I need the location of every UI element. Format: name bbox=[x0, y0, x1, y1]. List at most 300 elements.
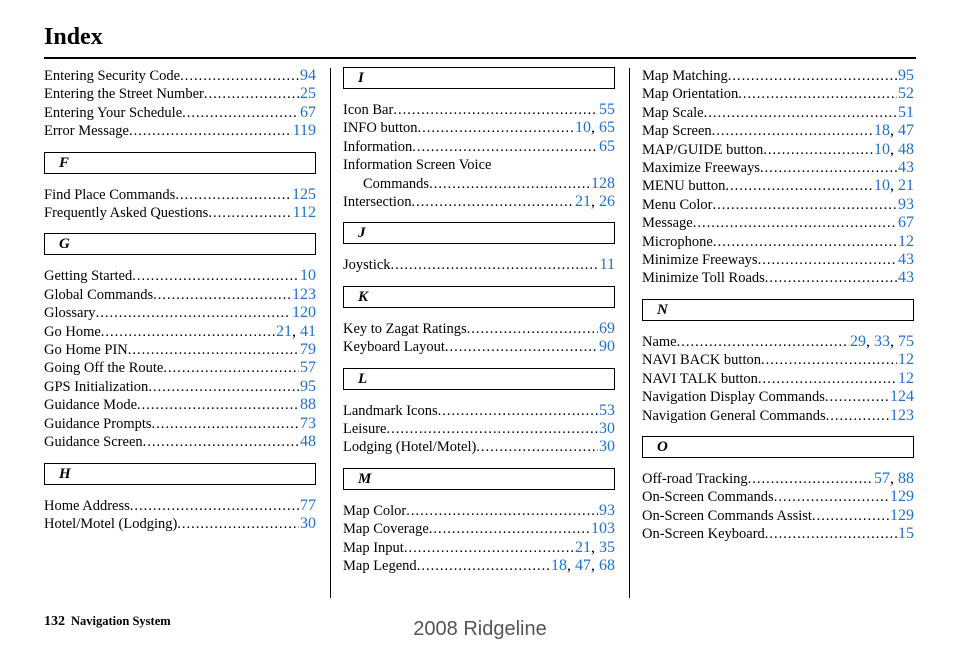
entry-text: Hotel/Motel (Lodging) bbox=[44, 515, 178, 532]
dot-leader bbox=[677, 333, 849, 351]
index-entry bbox=[642, 351, 914, 369]
dot-leader bbox=[760, 159, 897, 177]
page-link[interactable]: 10 bbox=[300, 267, 316, 285]
page-link[interactable]: 15 bbox=[898, 525, 914, 543]
page-refs bbox=[591, 175, 615, 193]
entry-text: Entering Security Code bbox=[44, 68, 181, 84]
section-header-o: O bbox=[642, 436, 914, 458]
page-link[interactable]: 77 bbox=[300, 496, 316, 514]
page-refs bbox=[600, 256, 615, 274]
page-link[interactable]: 57 bbox=[874, 469, 890, 487]
page-refs: 10, 65 bbox=[575, 119, 615, 137]
page-link[interactable]: 94 bbox=[300, 67, 316, 84]
dot-leader bbox=[438, 402, 598, 420]
page-link[interactable]: 18 bbox=[551, 557, 567, 575]
entry-text: Entering Your Schedule bbox=[44, 104, 183, 121]
page-refs bbox=[890, 488, 914, 506]
page-refs bbox=[599, 402, 615, 420]
title-rule bbox=[44, 57, 916, 59]
page-link[interactable]: 57 bbox=[300, 359, 316, 377]
section-header-i: I bbox=[343, 67, 615, 89]
index-entry bbox=[642, 407, 914, 425]
page-refs bbox=[300, 267, 316, 285]
index-entry bbox=[642, 251, 914, 269]
page-link[interactable]: 47 bbox=[575, 557, 591, 575]
entry-text: Commands bbox=[363, 175, 430, 192]
dot-leader bbox=[712, 196, 897, 214]
page-link[interactable]: 53 bbox=[599, 401, 615, 419]
dot-leader bbox=[704, 104, 897, 122]
section-header-h: H bbox=[44, 463, 316, 485]
page-refs bbox=[599, 138, 615, 156]
page-link[interactable]: 67 bbox=[300, 103, 316, 121]
page-link[interactable]: 65 bbox=[599, 137, 615, 155]
entry-text: Error Message bbox=[44, 123, 129, 140]
page-link[interactable]: 18 bbox=[874, 122, 890, 140]
index-entry bbox=[642, 470, 914, 488]
index-entry bbox=[642, 233, 914, 251]
dot-leader bbox=[763, 141, 873, 159]
page-link[interactable]: 69 bbox=[599, 319, 615, 337]
dot-leader bbox=[825, 388, 889, 406]
entry-text: Home Address bbox=[44, 497, 130, 514]
page-link[interactable]: 48 bbox=[300, 433, 316, 451]
dot-leader bbox=[393, 101, 598, 119]
dot-leader bbox=[429, 175, 590, 193]
index-column-3 bbox=[642, 67, 914, 544]
page-refs bbox=[898, 525, 914, 543]
index-entry bbox=[343, 520, 615, 538]
page-link[interactable]: 10 bbox=[575, 119, 591, 137]
entry-text: On-Screen Commands bbox=[642, 489, 774, 506]
page-link[interactable]: 11 bbox=[599, 256, 615, 274]
page-link[interactable]: 73 bbox=[300, 414, 316, 432]
page-refs bbox=[898, 67, 914, 85]
entry-text: Leisure bbox=[343, 421, 387, 438]
entry-text: Off-road Tracking bbox=[642, 470, 748, 487]
dot-leader bbox=[476, 438, 598, 456]
page-link[interactable]: 43 bbox=[898, 251, 914, 269]
page-refs bbox=[599, 338, 615, 356]
index-entry bbox=[343, 175, 615, 193]
dot-leader bbox=[128, 341, 299, 359]
page-refs: 57, 88 bbox=[874, 469, 914, 487]
dot-leader bbox=[738, 85, 897, 103]
entry-text: Maximize Freeways bbox=[642, 160, 760, 177]
page-refs bbox=[300, 433, 316, 451]
page-link[interactable]: 123 bbox=[890, 406, 914, 424]
dot-leader bbox=[177, 515, 299, 533]
page-refs bbox=[300, 67, 316, 85]
page-refs bbox=[898, 269, 914, 287]
page-link[interactable]: 33 bbox=[874, 332, 890, 350]
column-separator bbox=[330, 68, 331, 598]
dot-leader bbox=[445, 338, 598, 356]
entry-text: Map Input bbox=[343, 539, 404, 556]
dot-leader bbox=[182, 104, 299, 122]
page-refs bbox=[300, 497, 316, 515]
page-link[interactable]: 30 bbox=[599, 438, 615, 456]
page-link[interactable]: 125 bbox=[292, 185, 316, 203]
page-refs: 21, 35 bbox=[575, 538, 615, 556]
page-link[interactable]: 52 bbox=[898, 85, 914, 103]
page-link[interactable]: 120 bbox=[292, 304, 316, 322]
dot-leader bbox=[386, 420, 598, 438]
index-entry bbox=[642, 85, 914, 103]
page-link[interactable]: 29 bbox=[850, 332, 866, 350]
index-entry bbox=[44, 122, 316, 140]
dot-leader bbox=[418, 119, 574, 137]
page-refs: 10, 48 bbox=[874, 140, 914, 158]
entry-text: Guidance Screen bbox=[44, 434, 143, 451]
page-link[interactable]: 103 bbox=[591, 520, 615, 538]
index-entry bbox=[642, 214, 914, 232]
entry-text: Map Orientation bbox=[642, 86, 739, 103]
dot-leader bbox=[404, 539, 574, 557]
entry-text: On-Screen Commands Assist bbox=[642, 507, 812, 524]
entry-text: INFO button bbox=[343, 120, 418, 137]
index-entry bbox=[642, 488, 914, 506]
index-entry bbox=[343, 101, 615, 119]
page-refs bbox=[292, 186, 316, 204]
entry-text: NAVI BACK button bbox=[642, 352, 761, 369]
entry-text: MENU button bbox=[642, 178, 726, 195]
page-refs bbox=[898, 85, 914, 103]
page-refs: 10, 21 bbox=[874, 177, 914, 195]
page-refs bbox=[898, 214, 914, 232]
dot-leader bbox=[101, 323, 275, 341]
page-link[interactable]: 25 bbox=[300, 85, 316, 103]
entry-text: Global Commands bbox=[44, 286, 154, 303]
page-link[interactable]: 124 bbox=[890, 388, 914, 406]
page-link[interactable]: 48 bbox=[898, 140, 914, 158]
index-entry bbox=[343, 193, 615, 211]
index-entry bbox=[44, 497, 316, 515]
page-refs bbox=[599, 438, 615, 456]
index-entry bbox=[343, 502, 615, 520]
index-entry-heading bbox=[343, 156, 615, 174]
dot-leader bbox=[713, 233, 897, 251]
index-entry bbox=[343, 557, 615, 575]
dot-leader bbox=[812, 507, 889, 525]
page-refs bbox=[890, 507, 914, 525]
page-refs bbox=[300, 341, 316, 359]
dot-leader bbox=[774, 488, 889, 506]
page-number: 132 bbox=[44, 614, 65, 629]
page-refs bbox=[300, 396, 316, 414]
page-refs: 18, 47, 68 bbox=[551, 557, 615, 575]
page-link[interactable]: 129 bbox=[890, 488, 914, 506]
page-refs bbox=[300, 85, 316, 103]
entry-text: Find Place Commands bbox=[44, 186, 176, 203]
page-refs bbox=[591, 520, 615, 538]
dot-leader bbox=[748, 470, 873, 488]
dot-leader bbox=[693, 214, 897, 232]
section-header-f: F bbox=[44, 152, 316, 174]
index-entry bbox=[642, 269, 914, 287]
index-column-1 bbox=[44, 67, 316, 533]
page-link[interactable]: 47 bbox=[898, 122, 914, 140]
page-refs bbox=[898, 251, 914, 269]
page-link[interactable]: 90 bbox=[599, 338, 615, 356]
entry-text: Information bbox=[343, 138, 413, 155]
dot-leader bbox=[153, 286, 291, 304]
entry-text: Map Color bbox=[343, 502, 407, 519]
index-entry bbox=[343, 320, 615, 338]
page-link[interactable]: 21 bbox=[276, 322, 292, 340]
dot-leader bbox=[429, 520, 590, 538]
entry-text: Go Home bbox=[44, 323, 101, 340]
section-header-l: L bbox=[343, 368, 615, 390]
section-header-j: J bbox=[343, 222, 615, 244]
dot-leader bbox=[758, 370, 897, 388]
page-refs bbox=[898, 233, 914, 251]
entry-text: MAP/GUIDE button bbox=[642, 141, 764, 158]
entry-text: Keyboard Layout bbox=[343, 339, 445, 356]
entry-text: Message bbox=[642, 215, 693, 232]
index-entry bbox=[642, 104, 914, 122]
page-link[interactable]: 30 bbox=[599, 420, 615, 438]
dot-leader bbox=[204, 85, 299, 103]
index-entry bbox=[44, 286, 316, 304]
index-entry bbox=[642, 333, 914, 351]
index-entry bbox=[343, 338, 615, 356]
index-entry bbox=[642, 507, 914, 525]
index-entry bbox=[642, 370, 914, 388]
entry-text: Lodging (Hotel/Motel) bbox=[343, 439, 477, 456]
page-link[interactable]: 112 bbox=[292, 204, 316, 222]
page-link[interactable]: 79 bbox=[300, 341, 316, 359]
index-entry bbox=[44, 85, 316, 103]
page-refs: 18, 47 bbox=[874, 122, 914, 140]
page-refs bbox=[292, 304, 316, 322]
dot-leader bbox=[391, 256, 599, 274]
page-link[interactable]: 12 bbox=[898, 369, 914, 387]
page-title: Index bbox=[44, 24, 103, 50]
index-entry bbox=[343, 438, 615, 456]
entry-text: NAVI TALK button bbox=[642, 370, 758, 387]
entry-text: Going Off the Route bbox=[44, 360, 164, 377]
entry-text: Go Home PIN bbox=[44, 342, 128, 359]
page-link[interactable]: 21 bbox=[575, 538, 591, 556]
entry-text: Microphone bbox=[642, 233, 713, 250]
page-refs bbox=[300, 104, 316, 122]
dot-leader bbox=[143, 433, 299, 451]
page-link[interactable]: 88 bbox=[300, 396, 316, 414]
index-entry bbox=[44, 304, 316, 322]
section-header-n: N bbox=[642, 299, 914, 321]
dot-leader bbox=[137, 396, 299, 414]
dot-leader bbox=[208, 204, 291, 222]
page-refs bbox=[898, 370, 914, 388]
index-entry bbox=[44, 204, 316, 222]
page-refs bbox=[292, 286, 316, 304]
dot-leader bbox=[96, 304, 291, 322]
entry-text: Icon Bar bbox=[343, 102, 394, 118]
page-refs bbox=[300, 415, 316, 433]
dot-leader bbox=[765, 269, 897, 287]
page-refs bbox=[293, 204, 316, 222]
page-link[interactable]: 95 bbox=[300, 377, 316, 395]
index-entry bbox=[44, 323, 316, 341]
entry-text: Key to Zagat Ratings bbox=[343, 320, 467, 337]
index-entry bbox=[44, 104, 316, 122]
dot-leader bbox=[132, 267, 299, 285]
page-link[interactable]: 95 bbox=[898, 67, 914, 84]
page-link[interactable]: 119 bbox=[292, 122, 316, 140]
page-link[interactable]: 12 bbox=[898, 232, 914, 250]
section-header-g: G bbox=[44, 233, 316, 255]
page-link[interactable]: 128 bbox=[591, 174, 615, 192]
entry-text: Navigation Display Commands bbox=[642, 389, 825, 406]
index-entry bbox=[44, 515, 316, 533]
page-link[interactable]: 30 bbox=[300, 514, 316, 532]
page-refs bbox=[898, 351, 914, 369]
index-entry bbox=[44, 396, 316, 414]
page-link[interactable]: 123 bbox=[292, 285, 316, 303]
index-entry bbox=[642, 177, 914, 195]
dot-leader bbox=[728, 67, 897, 85]
entry-text: Minimize Freeways bbox=[642, 252, 758, 269]
index-entry bbox=[642, 388, 914, 406]
entry-text: GPS Initialization bbox=[44, 378, 149, 395]
page-link[interactable]: 35 bbox=[599, 538, 615, 556]
entry-text: Information Screen Voice bbox=[343, 157, 492, 174]
page-link[interactable]: 55 bbox=[599, 101, 615, 118]
footer-label: Navigation System bbox=[71, 614, 171, 628]
entry-text: Frequently Asked Questions bbox=[44, 205, 209, 222]
index-entry bbox=[642, 159, 914, 177]
page-link[interactable]: 93 bbox=[898, 195, 914, 213]
dot-leader bbox=[765, 525, 897, 543]
entry-text: Intersection bbox=[343, 194, 412, 211]
index-entry bbox=[44, 359, 316, 377]
index-entry bbox=[642, 196, 914, 214]
dot-leader bbox=[412, 138, 598, 156]
page-refs bbox=[890, 388, 914, 406]
page-link[interactable]: 21 bbox=[575, 193, 591, 211]
entry-text: Map Coverage bbox=[343, 521, 429, 538]
page-link[interactable]: 12 bbox=[898, 351, 914, 369]
entry-text: Map Scale bbox=[642, 104, 704, 121]
page-refs bbox=[300, 359, 316, 377]
dot-leader bbox=[163, 359, 299, 377]
index-column-2 bbox=[343, 67, 615, 576]
section-header-m: M bbox=[343, 468, 615, 490]
index-entry bbox=[44, 267, 316, 285]
page-link[interactable]: 65 bbox=[599, 119, 615, 137]
page-link[interactable]: 43 bbox=[898, 269, 914, 287]
entry-text: Menu Color bbox=[642, 196, 713, 213]
page-link[interactable]: 51 bbox=[898, 103, 914, 121]
index-entry bbox=[642, 141, 914, 159]
column-separator bbox=[629, 68, 630, 598]
page-link[interactable]: 68 bbox=[599, 557, 615, 575]
page-refs: 21, 41 bbox=[276, 322, 316, 340]
dot-leader bbox=[417, 557, 550, 575]
entry-text: Entering the Street Number bbox=[44, 86, 204, 103]
dot-leader bbox=[712, 122, 873, 140]
dot-leader bbox=[129, 122, 292, 140]
page-refs bbox=[898, 159, 914, 177]
page-link[interactable]: 10 bbox=[874, 140, 890, 158]
page-refs: 29, 33, 75 bbox=[850, 332, 914, 350]
dot-leader bbox=[130, 497, 299, 515]
dot-leader bbox=[148, 378, 299, 396]
dot-leader bbox=[725, 177, 873, 195]
page-link[interactable]: 41 bbox=[300, 322, 316, 340]
entry-text: Landmark Icons bbox=[343, 402, 438, 419]
page-link[interactable]: 43 bbox=[898, 159, 914, 177]
page-refs bbox=[599, 101, 615, 119]
dot-leader bbox=[758, 251, 897, 269]
page-refs bbox=[293, 122, 316, 140]
watermark: 2008 Ridgeline bbox=[413, 618, 547, 640]
page-link[interactable]: 75 bbox=[898, 332, 914, 350]
page-refs bbox=[599, 320, 615, 338]
dot-leader bbox=[406, 502, 598, 520]
index-entry bbox=[343, 138, 615, 156]
index-entry bbox=[343, 119, 615, 137]
entry-text: Getting Started bbox=[44, 268, 133, 285]
index-entry bbox=[343, 420, 615, 438]
entry-text: Minimize Toll Roads bbox=[642, 270, 765, 287]
dot-leader bbox=[152, 415, 299, 433]
index-entry bbox=[343, 539, 615, 557]
page-link[interactable]: 21 bbox=[898, 177, 914, 195]
entry-text: Map Matching bbox=[642, 68, 728, 84]
dot-leader bbox=[761, 351, 897, 369]
index-entry bbox=[44, 378, 316, 396]
page-refs bbox=[898, 104, 914, 122]
dot-leader bbox=[826, 407, 889, 425]
index-entry bbox=[642, 525, 914, 543]
entry-text: Navigation General Commands bbox=[642, 407, 826, 424]
index-entry bbox=[44, 415, 316, 433]
page-refs bbox=[898, 196, 914, 214]
page-link[interactable]: 67 bbox=[898, 214, 914, 232]
page-link[interactable]: 93 bbox=[599, 501, 615, 519]
entry-text: On-Screen Keyboard bbox=[642, 526, 765, 543]
section-header-k: K bbox=[343, 286, 615, 308]
index-entry bbox=[44, 341, 316, 359]
index-entry bbox=[642, 67, 914, 85]
dot-leader bbox=[175, 186, 291, 204]
page-refs bbox=[599, 502, 615, 520]
index-entry bbox=[343, 256, 615, 274]
dot-leader bbox=[411, 193, 574, 211]
page-link[interactable]: 88 bbox=[898, 469, 914, 487]
dot-leader bbox=[180, 67, 299, 85]
index-entry bbox=[343, 402, 615, 420]
index-entry bbox=[44, 67, 316, 85]
page-refs bbox=[599, 420, 615, 438]
index-entry bbox=[44, 186, 316, 204]
index-entry bbox=[44, 433, 316, 451]
index-entry bbox=[642, 122, 914, 140]
page-refs: 21, 26 bbox=[575, 193, 615, 211]
page-link[interactable]: 10 bbox=[874, 177, 890, 195]
entry-text: Joystick bbox=[343, 257, 391, 274]
page-refs bbox=[300, 515, 316, 533]
entry-text: Glossary bbox=[44, 305, 96, 322]
dot-leader bbox=[467, 320, 598, 338]
page-link[interactable]: 26 bbox=[599, 193, 615, 211]
entry-text: Map Screen bbox=[642, 123, 712, 140]
entry-text: Map Legend bbox=[343, 558, 417, 575]
page-link[interactable]: 129 bbox=[890, 506, 914, 524]
entry-text: Guidance Prompts bbox=[44, 415, 152, 432]
